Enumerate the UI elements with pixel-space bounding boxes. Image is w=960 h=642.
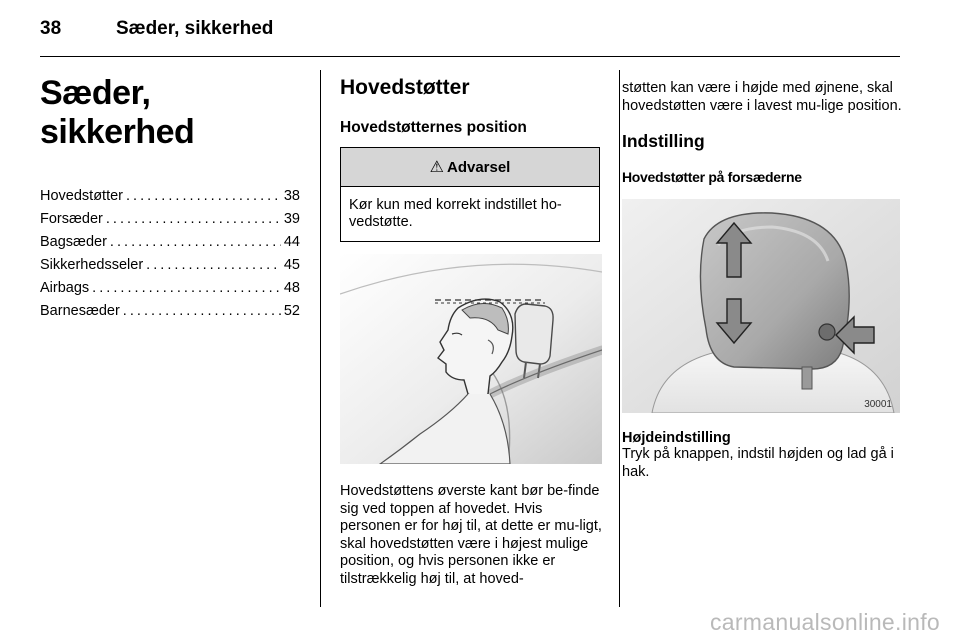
toc-entry[interactable] bbox=[40, 188, 300, 211]
toc-leader bbox=[92, 280, 281, 296]
body-paragraph: Hovedstøttens øverste kant bør be-finde sig ved toppen af hovedet. Hvis personen er for høj til, at dette er mu-ligt, skal hovedstøtten være i højest mulige position, og hvis personen ikke er tilstrækkelig høj til, at hoved- bbox=[340, 483, 602, 587]
subheading-front-seats: Hovedstøtter på forsæderne bbox=[622, 169, 802, 185]
toc-entry[interactable] bbox=[40, 280, 300, 303]
headrest bbox=[515, 304, 553, 364]
headrest-position-illustration bbox=[340, 254, 602, 464]
toc-entry-page: 52 bbox=[283, 303, 300, 319]
header-rule bbox=[40, 56, 900, 57]
toc-entry-page: 44 bbox=[283, 234, 300, 250]
page-number: 38 bbox=[40, 18, 62, 39]
toc-leader bbox=[110, 234, 281, 250]
right-column bbox=[622, 80, 904, 481]
column-divider-1 bbox=[320, 70, 321, 607]
toc-entry[interactable] bbox=[40, 303, 300, 326]
toc-entry[interactable] bbox=[40, 257, 300, 280]
section-title: Hovedstøtter bbox=[340, 76, 470, 99]
table-of-contents bbox=[40, 188, 300, 326]
column-divider-2 bbox=[619, 70, 620, 607]
heading-indstilling: Indstilling bbox=[622, 131, 705, 151]
warning-triangle-icon: ⚠ bbox=[429, 159, 444, 176]
toc-entry-page: 45 bbox=[283, 257, 300, 273]
warning-text: Kør kun med korrekt indstillet ho-vedstøtte. bbox=[349, 197, 562, 230]
toc-entry-label: Forsæder bbox=[40, 211, 103, 227]
warning-box bbox=[340, 147, 600, 242]
toc-entry[interactable] bbox=[40, 211, 300, 234]
toc-entry-label: Sikkerhedsseler bbox=[40, 257, 144, 273]
warning-title: Advarsel bbox=[446, 158, 511, 176]
toc-entry-label: Hovedstøtter bbox=[40, 188, 123, 204]
main-column bbox=[340, 76, 602, 588]
toc-leader bbox=[123, 303, 281, 319]
body-paragraph-continued: støtten kan være i højde med øjnene, skal hovedstøtten være i lavest mu-lige position. bbox=[622, 80, 902, 114]
watermark-text: carmanualsonline.info bbox=[709, 609, 940, 635]
figure-code: 30001 bbox=[864, 399, 892, 410]
toc-entry-label: Airbags bbox=[40, 280, 90, 296]
running-header-title: Sæder, sikkerhed bbox=[116, 18, 274, 39]
toc-entry[interactable] bbox=[40, 234, 300, 257]
warning-header bbox=[341, 148, 599, 187]
item-title: Højdeindstilling bbox=[622, 430, 731, 446]
chapter-column bbox=[40, 74, 300, 326]
item-text: Tryk på knappen, indstil højden og lad gå i hak. bbox=[622, 446, 894, 480]
toc-leader bbox=[106, 211, 281, 227]
toc-leader bbox=[126, 188, 281, 204]
headrest-post bbox=[802, 367, 812, 389]
subsection-title: Hovedstøtternes position bbox=[340, 119, 527, 136]
toc-entry-page: 39 bbox=[283, 211, 300, 227]
toc-leader bbox=[146, 257, 281, 273]
release-button bbox=[819, 324, 835, 340]
chapter-title: Sæder, sikkerhed bbox=[40, 74, 195, 151]
toc-entry-label: Bagsæder bbox=[40, 234, 107, 250]
toc-entry-page: 38 bbox=[283, 188, 300, 204]
toc-entry-page: 48 bbox=[283, 280, 300, 296]
toc-entry-label: Barnesæder bbox=[40, 303, 120, 319]
headrest-adjustment-illustration bbox=[622, 199, 900, 413]
